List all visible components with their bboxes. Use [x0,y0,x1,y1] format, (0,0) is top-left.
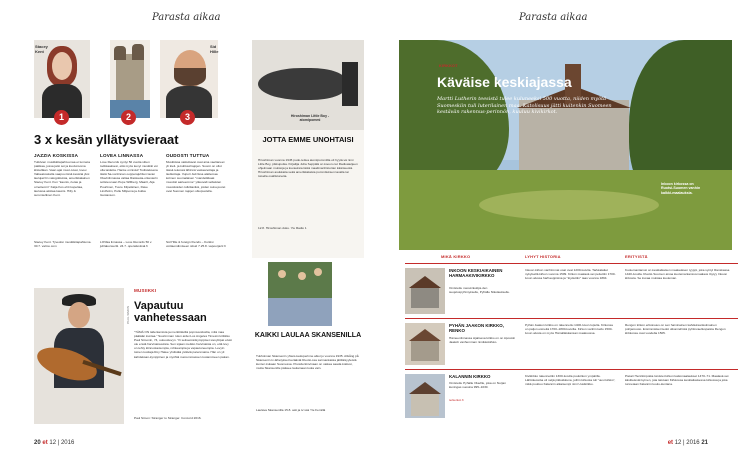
photo-caption: Inkoon kirkossa on Ruotsi-Suomen vanhin kalkki-maalauksia. [661,182,701,195]
skansen-body: Tukholman Skansenin yhteis-lauluperinne alkoi jo vuonna 1935. Allsång på Skansenin tv-lähetykset keräävät Ruotsi-ssa sarmankaisia jättiläisyyleisiä kunten kukaan Suomessa. Presidentinvinaan on vaikea saada koikusi, mutta Skansenille pääsee laulamaan kuka vain. [256,354,359,371]
page-number: 20 [34,440,41,446]
church-history: Pyhän Jaakon kirkko on rakennettu 1400-luvun lopulla. Kirkossa on paljon esineitä 1700–1800-luvuilta. Kirkon vanhin kello 1500-luvun alusta on myös Hämäläiskansan maakuossa. [525,323,613,336]
column-body: Love Records syntyi 50 vuotta sitten todistaaksesi, että myös kevyt musiikki voi olla taidetta. Hanke onnistui! Todisteksena tästä Sa-vonlinnan oopperajuhlien lavan Olavinlinnassa valtaa Raskauta-orkesterin solistei-naan Pepe Willberg, Maarit, Aija Puurtinen, Tuure Kilpeläinen, Dave Lindholm, Pelle Miljoona ja Jukka Gustavson. [100,160,158,197]
article-title: Käväise keskiajassa [437,74,572,90]
vapautuu-body: "TÄMÄ ON tallentamista ja merkittäviltä popmuusikoilta, mitä maa päätään kuntaa." Suurimman rulen ardei Los Angeles Timesin kriitikko Paul Simonin, 74, uutuuslevyn. Yli seitsemänkymppiset sievyttipat eivät ole ensiä harvinaisuuksia. Sen sijaan meikko harvinaista on, että levy on tehty kiinnostaviempia, rohkeampia ja vapautuneempia. Levyin toinen tuottaja Roy Halee yhdistää ystäviä parenmaina. Hän on yli kahdeksan-kymppinen ja myöhtä nuoremmassen tuotammeen pakan. [134,330,232,359]
church-place: Hämeenlinnassa sijaitseva kirkko on on Apostoli Jaakob vanhemman nimikkokirkko. [449,336,515,345]
skansen-photo [268,262,332,326]
church-thumb-renko [405,323,445,365]
church-link[interactable]: terkerkot.fi [449,398,464,402]
column-note: Stacey Kent. Tyvedon musiikkitapahtuma. 30.7. valmu.com [34,240,92,249]
page-header-left: Parasta aikaa [152,12,221,23]
bomb-box [252,40,364,258]
column-title: LOVEA LINNASSA [100,153,144,158]
bomb-title: JOTTA EMME UNOHTAISI [262,135,354,144]
church-special: Rengon kirkon erikoisuus on sen harvinainen kahdeksankulmainen pohjamuoto. Ensimmäiset tiedot ulkomiehistä pyhiinvaelluspaista Rengon kirkkossa ovat vuodelta 1505. [625,323,726,336]
column-note: LOVEa linnassa – Love Records 50 v. juhlakonsertti. 24.7. operafestival.fi [100,240,153,249]
skansen-title: KAIKKI LAULAA SKANSENILLA [254,332,362,339]
bomb-note: 12.8. Hiroshiman doku. Yle Radio 1 [258,226,307,230]
footer-brand: et [667,440,674,446]
footer-issue: 12 | 2016 [49,440,75,446]
vapautuu-tag: MUSIIKKI [134,288,157,293]
vapautuu-title: Vapautuu vanhetessaan [134,300,207,324]
column-title: OUDOSTI TUTTUA [166,153,210,158]
church-name: INKOON KESKIAIKAINEN HARMAAKIVIKIRKKO [449,268,503,278]
table-header [405,252,738,262]
photo-credit: PAUL SIMON [126,305,130,324]
church-name: PYHÄN JAAKON KIRKKO, RENKO [449,323,504,333]
page-header-right: Parasta aikaa [519,12,588,23]
footer-brand: et [42,440,48,446]
table-header-name: MIKÄ KIRKKO [441,254,471,259]
church-history: Kivikirkko rakennettiin 1300-luvulla puukirkon ympärille. Lähtökessiöa oli neljä pikkuikkuna, joihin kirkosta tuli "uusi kirkko", mikä puuttuu Kalannin alkaisempi nimi Uusikirkko. [525,374,616,387]
church-photo [399,40,732,250]
article-tag: KIRKKOT [439,64,458,68]
church-thumb-kalanti [405,374,445,418]
headline-summer-guests: 3 x kesän yllätysvieraat [34,132,179,147]
page-number: 21 [701,440,708,446]
table-row [405,318,738,368]
number-badge-2: 2 [121,110,136,125]
table-row [405,263,738,317]
church-place: Omistettu Pyhälle Olaville, joka on Norjan kuningas vuosina 995–1030. [449,381,506,390]
church-name: KALANNIN KIRKKO [449,374,491,379]
bomb-caption: Hiroshiman Little Boy -atomipommi [290,114,330,123]
church-special: Pietari Henrikinpoika loivistet kirkon kattomaalaukset 1470–71. Maalauk-set käsittelevät kymen, jota taistuan Kirkkossa keskiaikaisessa kirkossa ja joka tunnetaan Kalannin koulu-kuntana. [625,374,729,387]
castle-photo [110,40,150,118]
column-note: Sid Hille & foreign friends – Kurkisi voittaondimiseen sitsa! 7.25.8. vapoorjazz.fi [166,240,226,249]
church-special: Kuolemantanssi on keskiaikaisen maalauksen tyyppi, joka syntyi Ranskassa 1420-luvulla. Ruotsi-Suomen ainoa kuolemantanssi-maalaus löytyy Inkoon kirkosta. Se kuvaa muistaa kuoleman. [625,268,730,281]
table-row [405,369,738,425]
footer-right [668,440,708,446]
church-thumb-inkoo [405,268,445,314]
number-badge-1: 1 [54,110,69,125]
number-badge-3: 3 [180,110,195,125]
footer-left [34,440,74,446]
sid-hille-label: Sid Hille [210,44,219,54]
column-body: Musiikissa vaikuttavat ovat aina vaeltaneet yli kieli- ja kulttuurirajojen. Suomi on ollut tässä tekossä lähinnä vastaanottaja ja tiedkottaja. Vupori Jazzissa alatlemaa kolmen suomalaisen "mandelikkaat muodoit aarteemme" yläsuvalt sellaisten muusikoiden tulkittaviksi, joiden suku-juuret ovat Suomen rajojen ulkopuolella. [166,160,226,193]
skansen-note: Laulava Skansenilla 15.8. asti ja tv:ssä Yle Femillä [256,408,326,412]
church-history: Inkoon kirkon vanhimmat osat ovat 1200-luvulta. Tarkkalattet nykyisellä kirkon vuonna 1509. Kirkon maalauk-set peitettiin 1700-luvun alussa harhaoppisina ja "löydettiin" taas vuonna 1894. [525,268,616,281]
footer-issue: 12 | 2016 [674,440,700,446]
vapautuu-note: Paul Simon: Stranger to Stranger. Concord 2016. [134,416,202,420]
church-place: Omistettu mereknkulijoi-den suojeluspyhimykselle, Pyhälle Nikolaukselle. [449,286,510,295]
column-body: Tutkivien musiikkitapahtu-maa ei tunneta paikkaa, jossa jatsi soi ja kuulunsoma kiistelläan. Vaan ajat muut-tuvat, lovev. Valkeakoskella saapuu tänä kesänä yksi laulujazzin valogolkuista, amerikkalainen Stacey Kent. Kun "kaunis, rietas ja ornettemin" Kalja Kos ehti kopeltaa, laulussa alottaa kaunis. Hilly & surumieltinen Kent. [34,160,90,197]
column-love [100,153,160,248]
column-jazz [34,153,94,248]
bomb-body: Hiroshiman vuonna 1945 pudo-tettua atomipommiilla oli hyytä-vä nimi Little Boy, pikkupoika. Kirjailija Juha Seppälä on kooon-nut Radioateljeen ohjelmaan muistoja ja kuvauksia tästä maailmanhistorian käänteestä. Hiroshiman asukkaita sekä amerikkalaisia pommituksen tavalla tai toisella osallistuneita. [258,158,358,179]
column-title: JAZZIA KOSKISSA [34,153,79,158]
table-header-history: LYHYT HISTORIA [525,254,561,259]
table-header-special: ERITYISTÄ [625,254,648,259]
skansen-article [252,262,364,432]
right-page [369,0,738,450]
vapautuu-article [34,288,234,430]
column-oudosti [166,153,226,248]
paul-simon-photo [34,288,124,424]
article-lead: Martti Lutherin teesistä tulee kuluneeksi 500 vuotta, niiden myötä Suomeskiin tuli luterilainen maa. Katolisuus jätti kuitenkin Suomeen kestävän rakennus-perinnön, kuuluu kivikirkot. [437,96,612,115]
stacey-kent-label: Stacey Kent [35,44,48,54]
